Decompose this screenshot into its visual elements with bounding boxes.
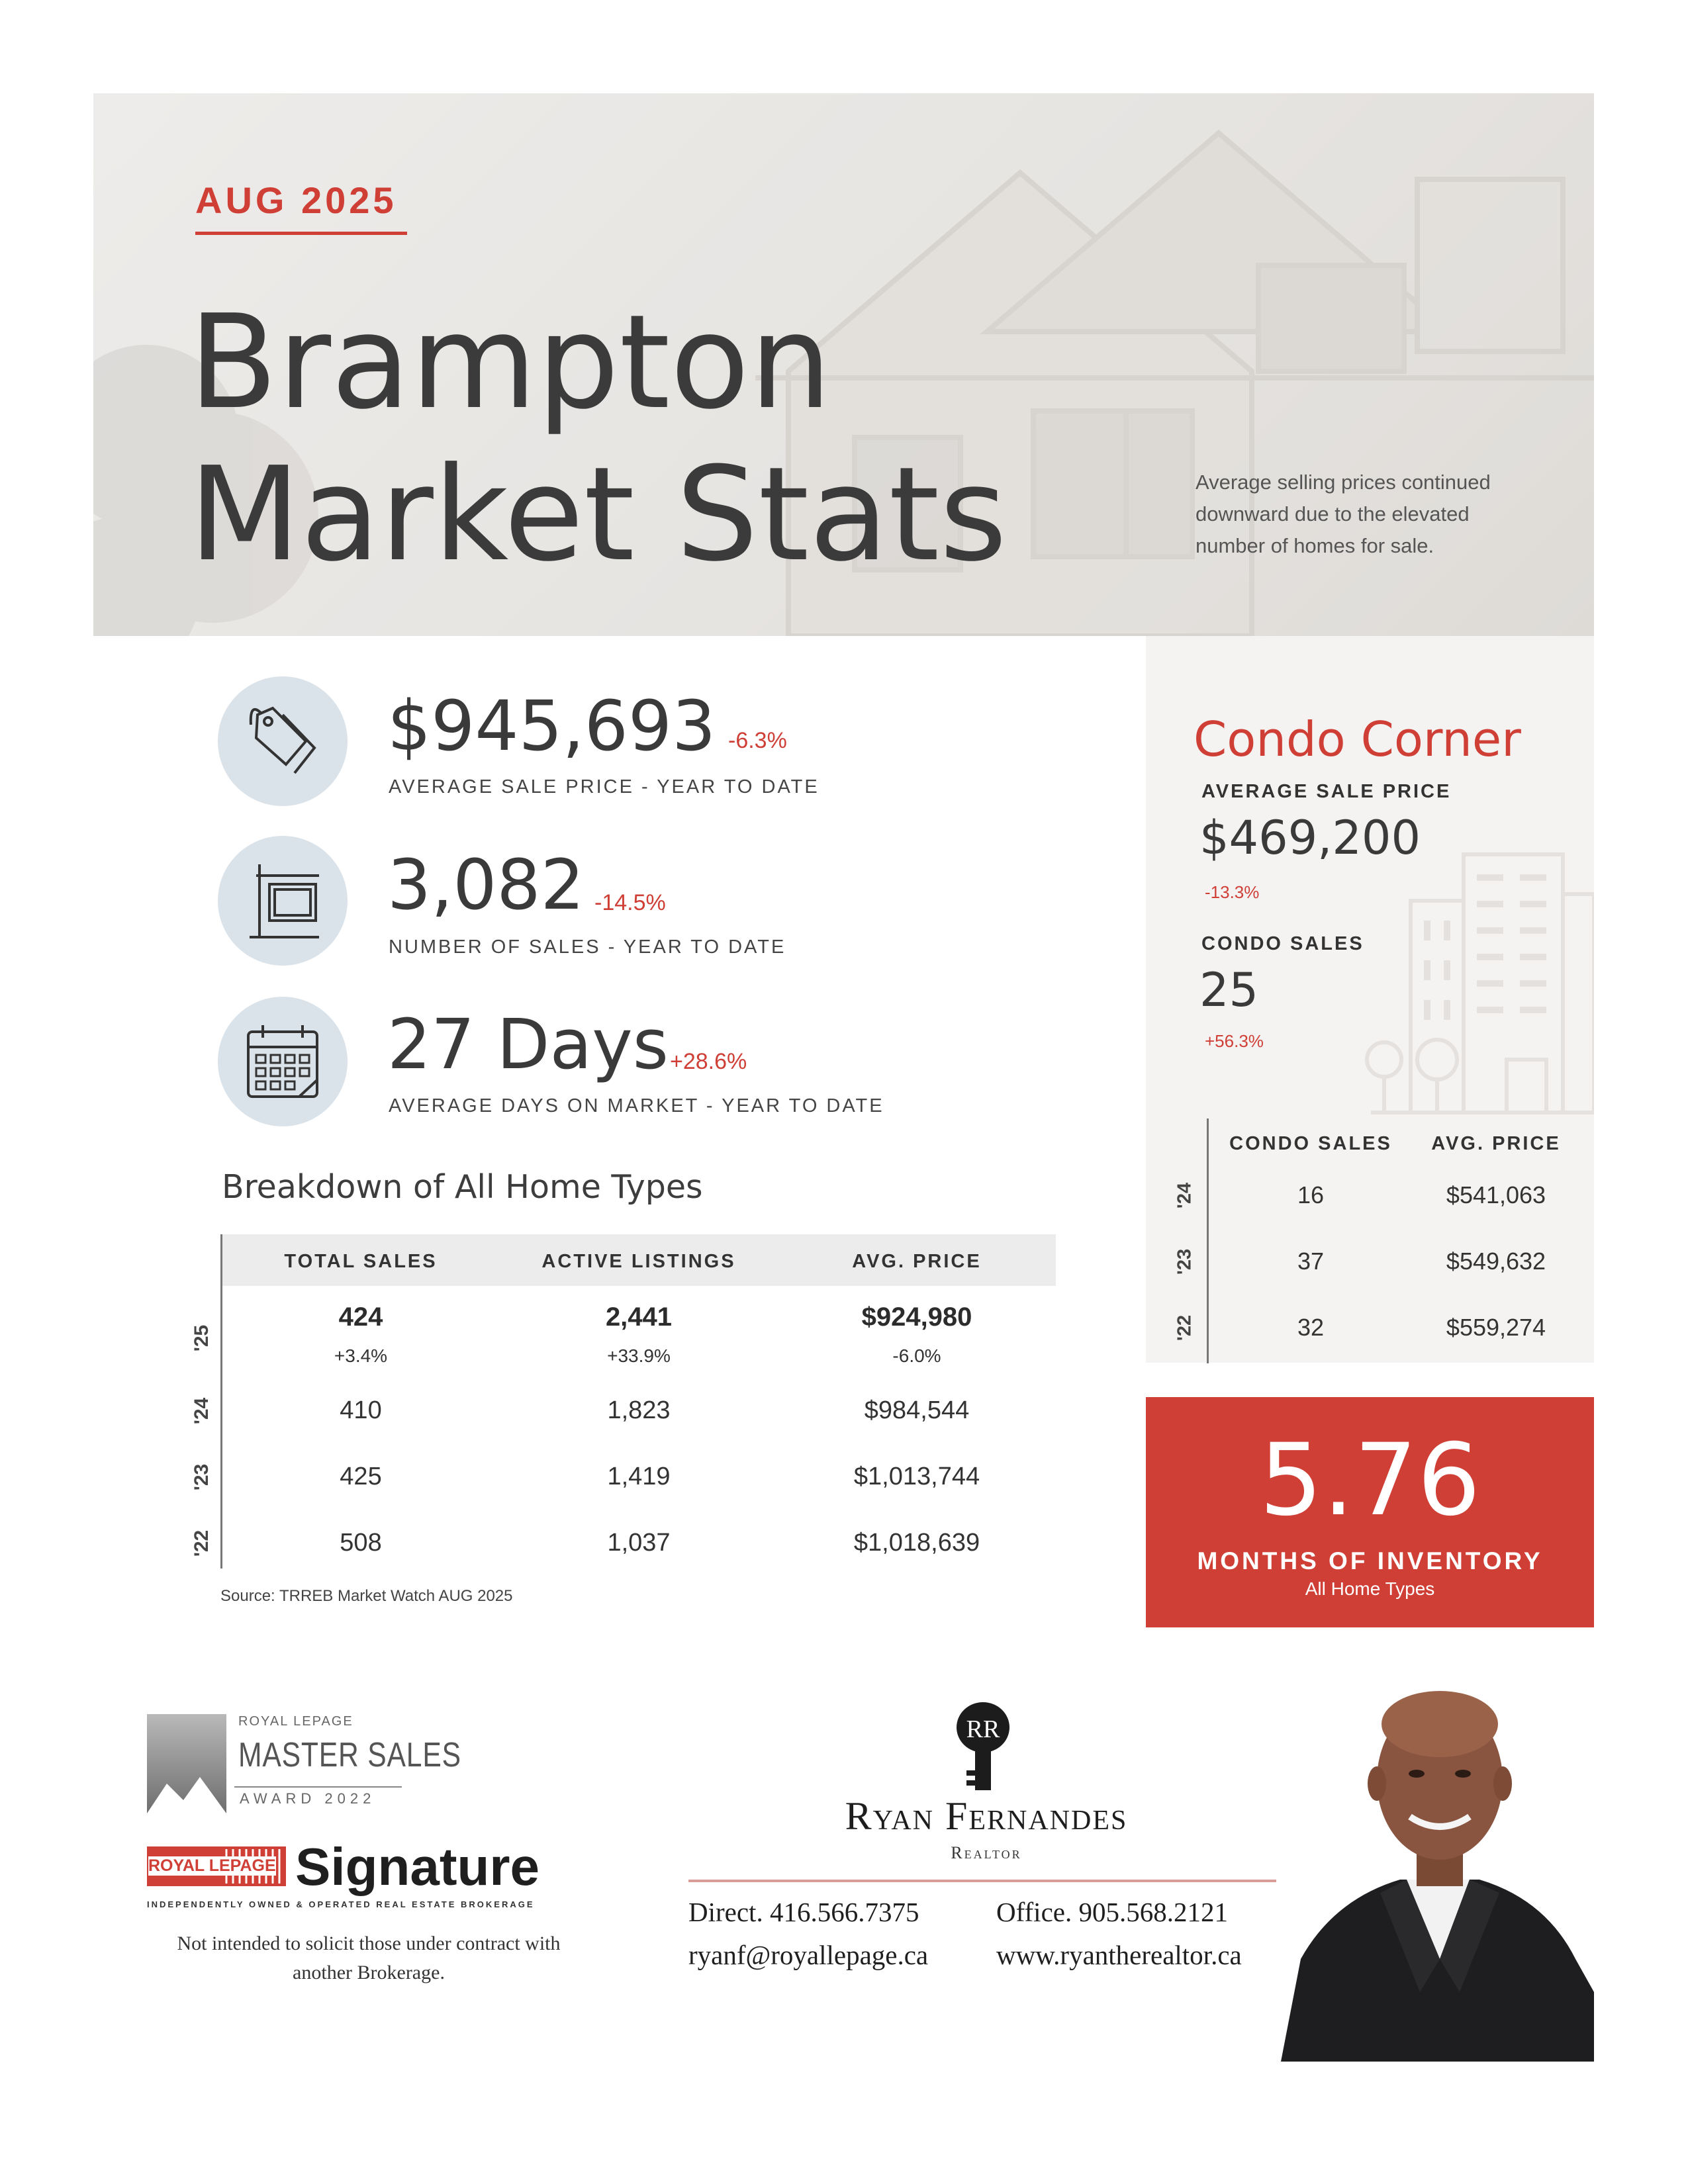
condo-cell: $541,063 [1446,1181,1546,1208]
agent-photo [1281,1681,1594,2062]
direct-phone[interactable]: Direct. 416.566.7375 [688,1897,919,1927]
breakdown-title: Breakdown of All Home Types [222,1168,703,1206]
office-phone[interactable]: Office. 905.568.2121 [996,1897,1228,1927]
months-of-inventory-label: MONTHS OF INVENTORY [1197,1547,1543,1574]
award-brand: ROYAL LEPAGE [238,1714,353,1729]
col-total-sales: TOTAL SALES [284,1251,438,1272]
condo-avg-price-value: $469,200 [1199,811,1421,865]
price-tag-icon [218,676,348,806]
condo-cell: 37 [1297,1248,1325,1275]
current-active-listings: 2,441 [605,1302,673,1332]
svg-text:RR: RR [966,1715,1000,1743]
website-link[interactable]: www.ryantherealtor.ca [996,1940,1242,1970]
table-cell: 1,419 [607,1463,671,1490]
table-cell: $1,013,744 [853,1463,980,1490]
table-cell: 1,823 [607,1396,671,1424]
disclaimer: Not intended to solicit those under contract with another Brokerage. [177,1933,561,1983]
condo-cell: 16 [1297,1181,1325,1208]
condo-cell: 32 [1297,1314,1325,1341]
condo-col-price: AVG. PRICE [1431,1133,1561,1154]
condo-cell: $559,274 [1446,1314,1546,1341]
table-cell: 1,037 [607,1529,671,1557]
condo-corner-title: Condo Corner [1194,711,1521,767]
condo-table-divider [1207,1118,1209,1363]
report-month: AUG 2025 [195,179,397,221]
for-sale-sign-icon [218,836,348,966]
page-title-line2: Market Stats [189,439,1008,590]
agent-name: Ryan Fernandes [845,1794,1128,1838]
table-cell: 508 [340,1529,382,1557]
table-cell: 410 [340,1396,382,1424]
condo-row-year-23: '23 [1174,1248,1196,1275]
months-of-inventory-value: 5.76 [1259,1423,1481,1538]
months-of-inventory-sub: All Home Types [1305,1578,1435,1599]
header-summary: Average selling prices continued downward due to the elevated number of homes for sale. [1196,471,1491,557]
days-on-market-value: 27 Days [387,1004,669,1085]
row-year-23: '23 [191,1463,212,1491]
month-underline [195,232,407,235]
condo-avg-price-label: AVERAGE SALE PRICE [1201,781,1452,802]
condo-row-year-22: '22 [1174,1314,1196,1342]
avg-sale-price-change: -6.3% [728,728,787,753]
table-cell: 425 [340,1463,382,1490]
current-avg-price-change: -6.0% [892,1345,941,1366]
brokerage-tagline: INDEPENDENTLY OWNED & OPERATED REAL ESTATE BROKERAGE [147,1899,535,1909]
number-of-sales-change: -14.5% [594,890,666,915]
brokerage-name: ROYAL LEPAGE [148,1856,276,1875]
table-cell: $1,018,639 [853,1529,980,1557]
condo-avg-price-change: -13.3% [1205,882,1260,902]
condo-sales-change: +56.3% [1205,1031,1264,1051]
page-title-line1: Brampton [189,287,832,438]
condo-sales-label: CONDO SALES [1201,933,1364,954]
current-active-listings-change: +33.9% [607,1345,671,1366]
table-cell: $984,544 [864,1396,970,1424]
col-avg-price: AVG. PRICE [852,1251,982,1272]
number-of-sales-value: 3,082 [387,844,585,925]
brokerage-brand: Signature [295,1837,539,1896]
col-active-listings: ACTIVE LISTINGS [541,1251,736,1272]
condo-sales-value: 25 [1199,963,1259,1017]
condo-col-sales: CONDO SALES [1229,1133,1392,1154]
award-title: MASTER SALES [238,1736,461,1774]
row-year-25: '25 [191,1324,212,1352]
agent-role: Realtor [951,1843,1022,1862]
breakdown-divider [220,1234,222,1569]
award-year: AWARD 2022 [240,1790,376,1807]
row-year-24: '24 [191,1397,212,1425]
data-source: Source: TRREB Market Watch AUG 2025 [220,1587,513,1605]
email-link[interactable]: ryanf@royallepage.ca [688,1940,929,1970]
condo-row-year-24: '24 [1174,1182,1196,1209]
contact-divider [688,1880,1276,1882]
current-avg-price: $924,980 [861,1302,972,1332]
key-logo-icon [947,1701,1019,1794]
avg-sale-price-label: AVERAGE SALE PRICE - YEAR TO DATE [389,776,820,797]
row-year-22: '22 [191,1529,212,1557]
avg-sale-price-value: $945,693 [387,686,716,766]
number-of-sales-label: NUMBER OF SALES - YEAR TO DATE [389,936,786,958]
current-total-sales: 424 [338,1302,383,1332]
calendar-icon [218,997,348,1126]
days-on-market-change: +28.6% [670,1049,747,1074]
condo-cell: $549,632 [1446,1248,1546,1275]
days-on-market-label: AVERAGE DAYS ON MARKET - YEAR TO DATE [389,1095,884,1116]
current-total-sales-change: +3.4% [334,1345,388,1366]
